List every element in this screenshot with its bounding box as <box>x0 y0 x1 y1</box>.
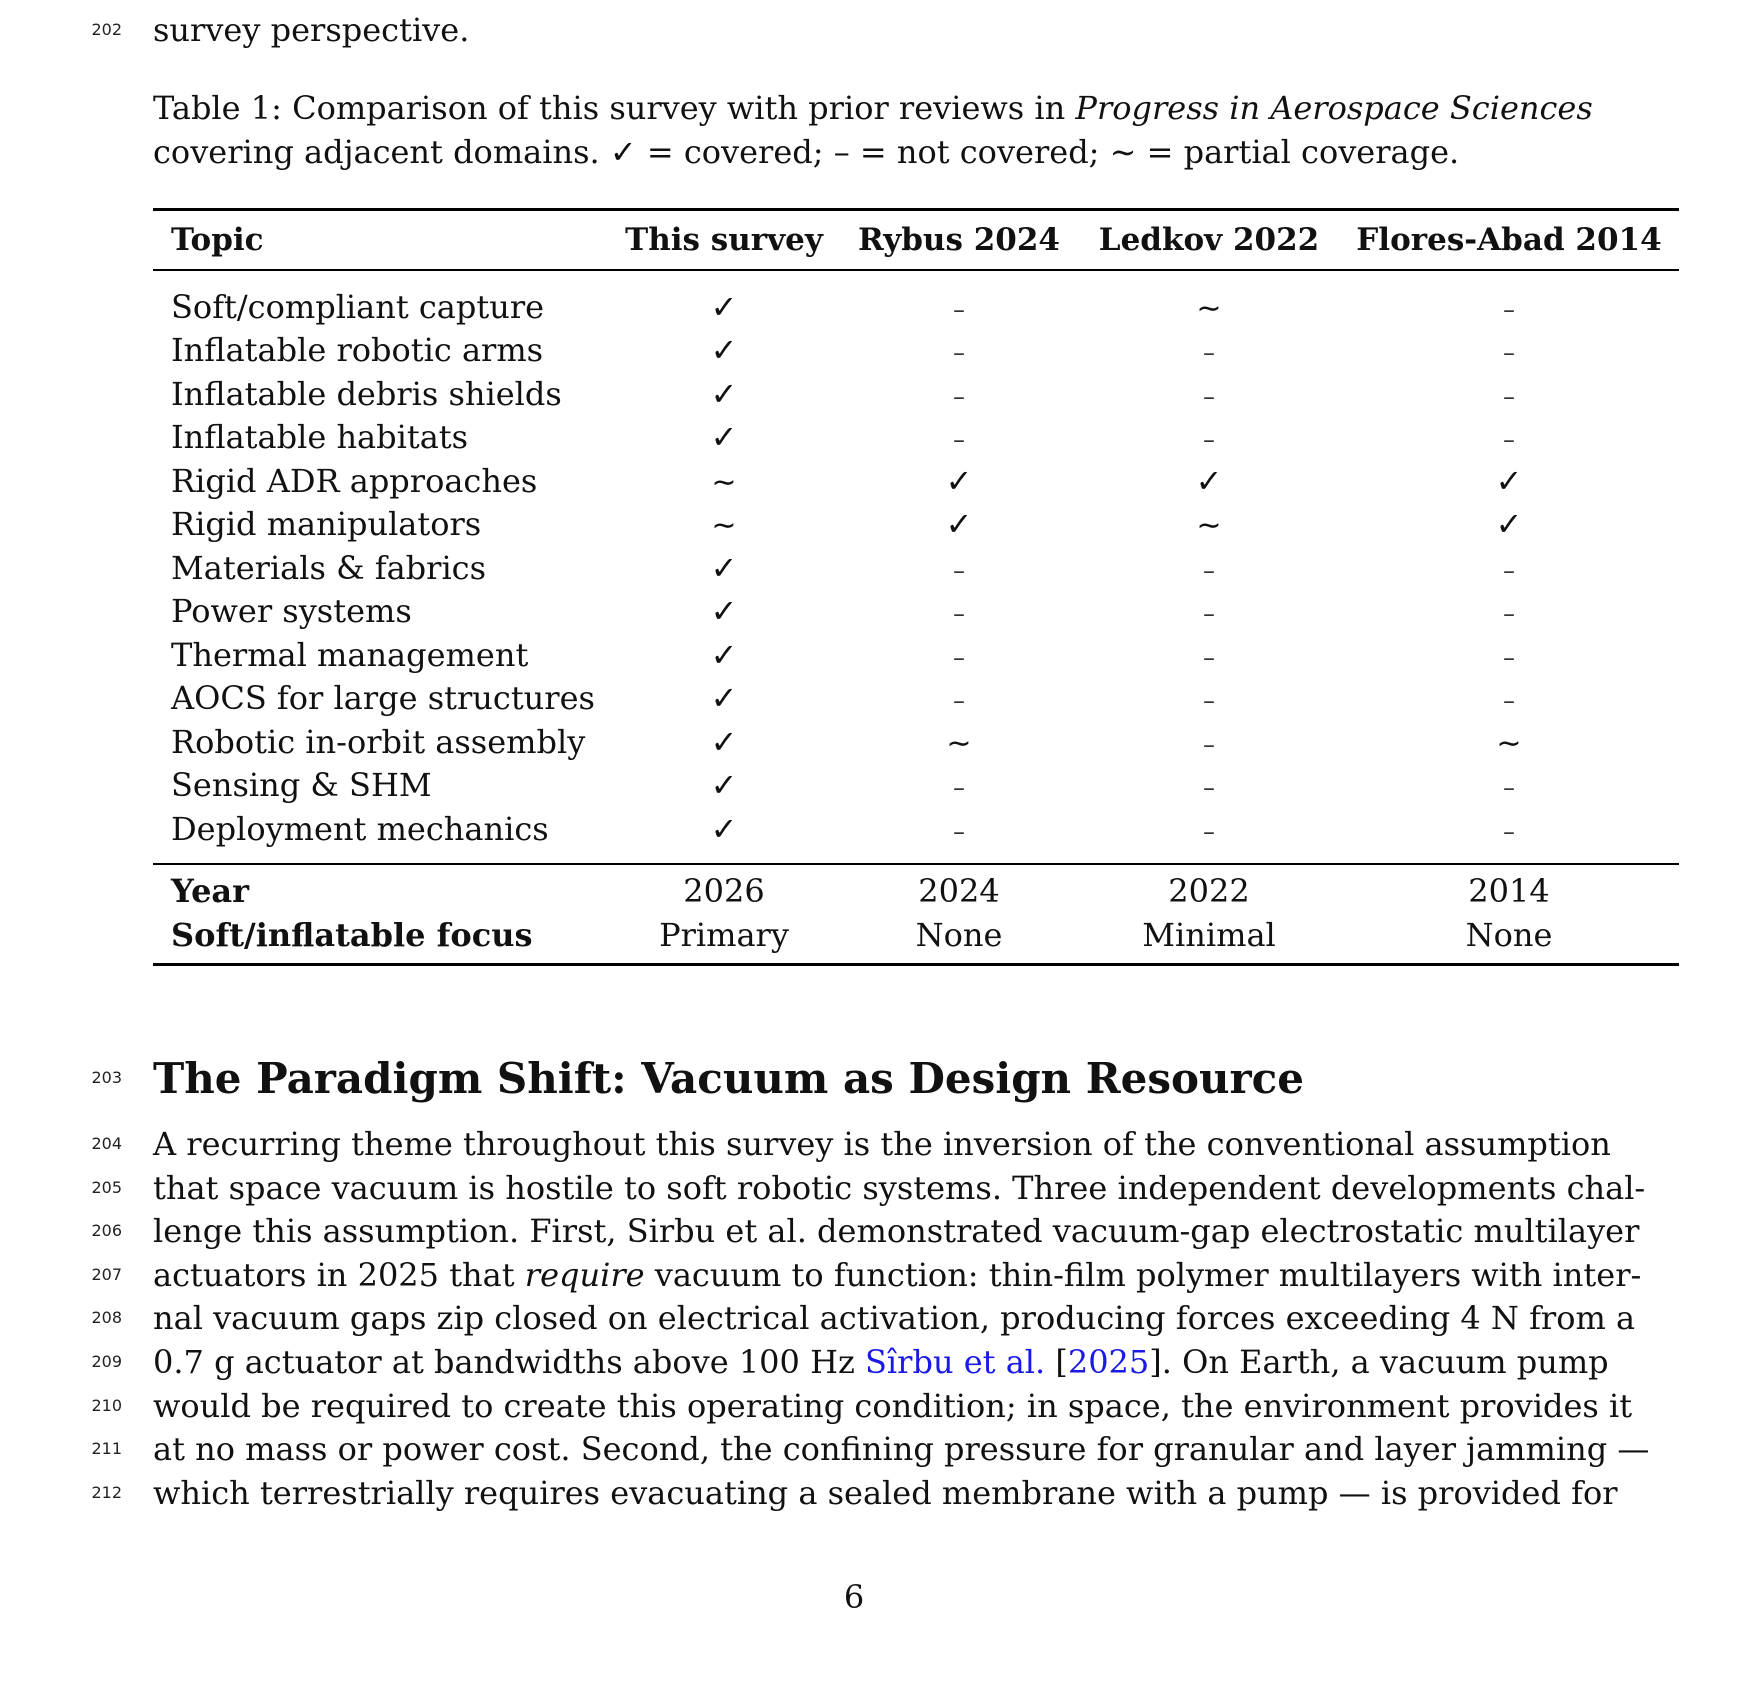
row-topic: Power systems <box>171 592 412 631</box>
coverage-symbol: – <box>1503 426 1515 455</box>
coverage-cell <box>839 549 1079 587</box>
section-heading: The Paradigm Shift: Vacuum as Design Resource <box>153 1054 1304 1103</box>
text-span: vacuum to function: thin-film polymer multilayers with inter- <box>644 1255 1642 1294</box>
coverage-symbol: ✓ <box>1495 505 1523 544</box>
table-row <box>153 503 1679 547</box>
coverage-cell <box>839 636 1079 674</box>
caption-prefix: Table 1: Comparison of this survey with prior reviews in <box>153 89 1076 127</box>
line-number: 211 <box>91 1439 122 1459</box>
table-footer-row <box>153 869 1679 913</box>
table-footer <box>153 865 1679 963</box>
header-ledkov: Ledkov 2022 <box>1098 222 1320 258</box>
coverage-symbol: ✓ <box>710 592 738 631</box>
coverage-cell <box>1339 592 1679 630</box>
body-text-line: A recurring theme throughout this survey is the inversion of the conventional assumption <box>153 1125 1611 1163</box>
coverage-cell <box>839 505 1079 543</box>
table-row <box>153 807 1679 851</box>
coverage-symbol: – <box>1203 817 1215 846</box>
text-span: actuators in 2025 that <box>153 1255 525 1294</box>
coverage-symbol: – <box>953 687 965 716</box>
body-text-line: would be required to create this operating condition; in space, the environment provides it <box>153 1386 1633 1425</box>
coverage-cell <box>1079 679 1339 717</box>
coverage-cell <box>609 549 839 587</box>
coverage-symbol: ✓ <box>710 287 738 326</box>
footer-cell: 2014 <box>1468 871 1550 910</box>
line-number: 212 <box>91 1482 122 1502</box>
coverage-cell <box>839 679 1079 717</box>
coverage-cell <box>1079 331 1339 369</box>
coverage-cell <box>839 766 1079 804</box>
coverage-cell <box>609 810 839 848</box>
coverage-cell <box>1079 505 1339 543</box>
footer-cell: 2022 <box>1168 871 1250 910</box>
emphasis-text: require <box>524 1255 645 1294</box>
row-topic: AOCS for large structures <box>171 679 595 718</box>
coverage-cell <box>839 462 1079 500</box>
footer-label: Soft/inflatable focus <box>171 915 533 954</box>
coverage-cell <box>1339 331 1679 369</box>
coverage-cell <box>1079 810 1339 848</box>
line-number: 210 <box>91 1395 122 1415</box>
table-bottom-rule <box>153 963 1679 966</box>
row-topic: Sensing & SHM <box>171 766 432 805</box>
footer-cell: Primary <box>659 915 789 954</box>
table-row <box>153 329 1679 373</box>
row-topic: Rigid manipulators <box>171 505 482 544</box>
coverage-symbol: – <box>953 556 965 585</box>
coverage-cell <box>609 679 839 717</box>
coverage-symbol: ✓ <box>710 418 738 457</box>
row-topic: Materials & fabrics <box>171 548 487 587</box>
coverage-cell <box>1339 766 1679 804</box>
table-row <box>153 677 1679 721</box>
coverage-cell <box>1339 679 1679 717</box>
table-row <box>153 764 1679 808</box>
coverage-symbol: ✓ <box>945 461 973 500</box>
coverage-cell <box>839 331 1079 369</box>
coverage-cell <box>839 288 1079 326</box>
coverage-symbol: – <box>953 774 965 803</box>
row-topic: Inflatable habitats <box>171 418 469 457</box>
coverage-symbol: ∼ <box>1496 725 1522 761</box>
footer-cell: None <box>1465 915 1553 954</box>
coverage-cell <box>839 592 1079 630</box>
table-row <box>153 459 1679 503</box>
table-row <box>153 720 1679 764</box>
row-topic: Rigid ADR approaches <box>171 461 538 500</box>
coverage-cell <box>839 723 1079 761</box>
body-text-line: that space vacuum is hostile to soft robotic systems. Three independent developments chal- <box>153 1168 1646 1207</box>
coverage-cell <box>1339 418 1679 456</box>
citation-link[interactable]: Sîrbu et al. <box>865 1343 1046 1381</box>
coverage-symbol: – <box>953 382 965 411</box>
coverage-symbol: ∼ <box>946 725 972 761</box>
coverage-symbol: – <box>1203 556 1215 585</box>
row-topic: Thermal management <box>171 635 529 674</box>
page-number: 6 <box>843 1578 865 1616</box>
footer-cell: 2026 <box>683 871 765 910</box>
coverage-symbol: ✓ <box>710 809 738 848</box>
coverage-symbol: ✓ <box>1195 461 1223 500</box>
coverage-symbol: – <box>953 295 965 324</box>
coverage-symbol: – <box>953 600 965 629</box>
footer-cell: None <box>915 915 1003 954</box>
coverage-symbol: – <box>1203 730 1215 759</box>
coverage-cell <box>1079 723 1339 761</box>
header-topic: Topic <box>171 222 264 258</box>
coverage-cell <box>609 636 839 674</box>
coverage-cell <box>839 810 1079 848</box>
coverage-cell <box>1079 636 1339 674</box>
body-text-line: which terrestrially requires evacuating a sealed membrane with a pump — is provided for <box>153 1473 1618 1512</box>
line-number: 205 <box>91 1177 122 1197</box>
coverage-symbol: ✓ <box>710 374 738 413</box>
coverage-symbol: ✓ <box>710 635 738 674</box>
citation-year-link[interactable]: 2025 <box>1067 1343 1150 1381</box>
coverage-symbol: ∼ <box>1196 290 1222 326</box>
header-flores-abad: Flores-Abad 2014 <box>1356 222 1662 258</box>
coverage-cell <box>609 766 839 804</box>
row-topic: Robotic in-orbit assembly <box>171 722 586 761</box>
coverage-symbol: – <box>1203 643 1215 672</box>
coverage-cell <box>1339 549 1679 587</box>
coverage-symbol: ✓ <box>710 548 738 587</box>
coverage-cell <box>1079 549 1339 587</box>
coverage-cell <box>1079 288 1339 326</box>
coverage-cell <box>1339 636 1679 674</box>
text-span: 0.7 g actuator at bandwidths above 100 Hz <box>153 1343 865 1381</box>
coverage-symbol: ∼ <box>711 464 737 500</box>
body-text-line <box>153 1340 1609 1384</box>
coverage-symbol: – <box>1503 774 1515 803</box>
coverage-symbol: ∼ <box>1196 508 1222 544</box>
row-topic: Inflatable robotic arms <box>171 331 544 370</box>
coverage-symbol: – <box>953 426 965 455</box>
coverage-cell <box>609 288 839 326</box>
coverage-cell <box>609 331 839 369</box>
coverage-symbol: – <box>953 643 965 672</box>
body-text-line: at no mass or power cost. Second, the confining pressure for granular and layer jamming — <box>153 1430 1650 1469</box>
coverage-symbol: – <box>1503 817 1515 846</box>
coverage-symbol: – <box>1503 556 1515 585</box>
coverage-cell <box>609 418 839 456</box>
coverage-symbol: – <box>1203 687 1215 716</box>
header-rybus: Rybus 2024 <box>858 222 1060 258</box>
coverage-symbol: – <box>1503 643 1515 672</box>
table-row <box>153 590 1679 634</box>
coverage-cell <box>609 505 839 543</box>
text-span: [ <box>1045 1343 1068 1381</box>
coverage-symbol: – <box>1203 339 1215 368</box>
coverage-symbol: ✓ <box>1495 461 1523 500</box>
line-number: 207 <box>91 1264 122 1284</box>
coverage-cell <box>1339 288 1679 326</box>
coverage-cell <box>1079 375 1339 413</box>
comparison-table <box>153 208 1679 966</box>
coverage-symbol: – <box>953 817 965 846</box>
table-body <box>153 285 1679 851</box>
footer-label: Year <box>171 871 250 910</box>
footer-cell: 2024 <box>918 871 1000 910</box>
coverage-cell <box>609 375 839 413</box>
coverage-symbol: – <box>1503 600 1515 629</box>
line-number: 202 <box>91 20 122 39</box>
row-topic: Inflatable debris shields <box>171 374 562 413</box>
caption-journal: Progress in Aerospace Sciences <box>1075 89 1593 127</box>
coverage-cell <box>1079 418 1339 456</box>
coverage-symbol: ✓ <box>710 722 738 761</box>
line-number: 209 <box>91 1352 122 1371</box>
coverage-cell <box>839 418 1079 456</box>
caption-line-2: covering adjacent domains. ✓ = covered; – = not covered; ∼ = partial coverage. <box>153 133 1460 171</box>
footer-cell: Minimal <box>1142 915 1276 954</box>
table-row <box>153 416 1679 460</box>
coverage-symbol: ✓ <box>710 766 738 805</box>
coverage-cell <box>1079 766 1339 804</box>
row-topic: Soft/compliant capture <box>171 287 545 326</box>
coverage-cell <box>1079 462 1339 500</box>
coverage-symbol: ✓ <box>945 505 973 544</box>
body-text-line: nal vacuum gaps zip closed on electrical activation, producing forces exceeding 4 N from a <box>153 1299 1636 1338</box>
body-text-line: lenge this assumption. First, Sirbu et al. demonstrated vacuum-gap electrostatic multilayer <box>153 1212 1640 1251</box>
table-footer-row <box>153 913 1679 957</box>
coverage-symbol: – <box>1503 339 1515 368</box>
table-row <box>153 372 1679 416</box>
coverage-cell <box>1079 592 1339 630</box>
line-number: 204 <box>91 1134 122 1153</box>
text-span: On Earth, a vacuum pump <box>1171 1343 1609 1381</box>
coverage-symbol: – <box>1503 382 1515 411</box>
coverage-cell <box>609 592 839 630</box>
coverage-symbol: ✓ <box>710 331 738 370</box>
coverage-symbol: ∼ <box>711 508 737 544</box>
coverage-cell <box>1339 723 1679 761</box>
line-number: 203 <box>91 1068 122 1087</box>
header-this-survey: This survey <box>625 222 823 258</box>
coverage-cell <box>1339 505 1679 543</box>
coverage-symbol: – <box>1203 382 1215 411</box>
table-row <box>153 633 1679 677</box>
caption-line-1 <box>153 86 1593 130</box>
coverage-symbol: – <box>1203 774 1215 803</box>
coverage-cell <box>1339 375 1679 413</box>
coverage-cell <box>1339 810 1679 848</box>
table-caption <box>153 86 1593 174</box>
coverage-symbol: – <box>1203 600 1215 629</box>
coverage-symbol: – <box>1503 687 1515 716</box>
coverage-symbol: – <box>953 339 965 368</box>
table-row <box>153 546 1679 590</box>
coverage-symbol: ✓ <box>710 679 738 718</box>
coverage-cell <box>609 723 839 761</box>
coverage-cell <box>609 462 839 500</box>
coverage-cell <box>839 375 1079 413</box>
body-text-line: survey perspective. <box>153 11 470 49</box>
coverage-symbol: – <box>1203 426 1215 455</box>
coverage-symbol: – <box>1503 295 1515 324</box>
table-header-row <box>153 211 1679 269</box>
table-row <box>153 285 1679 329</box>
line-number: 206 <box>91 1221 122 1241</box>
line-number: 208 <box>91 1308 122 1328</box>
coverage-cell <box>1339 462 1679 500</box>
row-topic: Deployment mechanics <box>171 809 549 848</box>
body-text-line <box>153 1253 1642 1297</box>
text-span: ]. <box>1149 1343 1172 1381</box>
